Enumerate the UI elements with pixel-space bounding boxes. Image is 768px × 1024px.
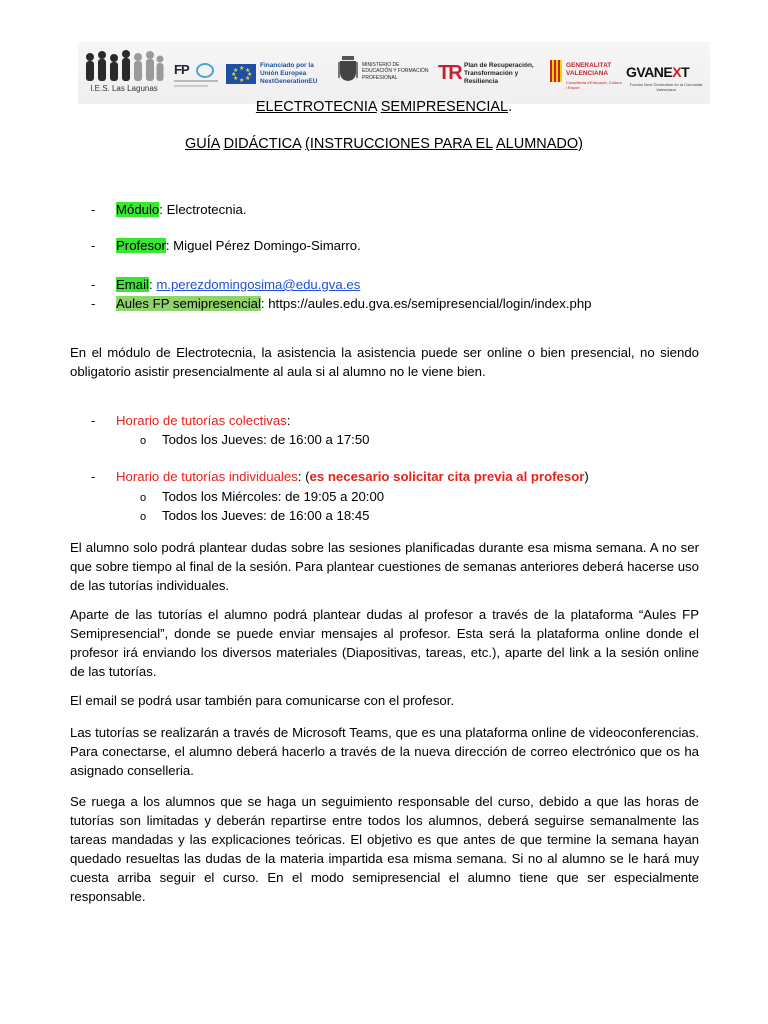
document-subtitle: GUÍA DIDÁCTICA (INSTRUCCIONES PARA EL ALUMNADO) xyxy=(184,136,584,152)
body-paragraph: Aparte de las tutorías el alumno podrá plantear dudas al profesor a través de la plataforma “Aules FP Semipresencial”, donde se puede enviar mensajes al profesor. Esta será la plataforma online donde el profesor irá enviando los diversos materiales (Diapositivas, tareas, etc.), aparte del link a la sesión online de las tutorías. xyxy=(70,607,699,679)
generalitat-logo xyxy=(550,42,624,104)
ies-logo xyxy=(78,42,170,104)
aules-line xyxy=(116,294,592,313)
aules-url: : https://aules.edu.gva.es/semipresencial/login/index.php xyxy=(260,296,592,311)
body-paragraph: Se ruega a los alumnos que se haga un seguimiento responsable del curso, debido a que las horas de tutorías son limitadas y deberán repartirse entre todos los alumnos, deberá seguirse semanalmente las tareas mandadas y las explicaciones teóricas. El objetivo es que antes de que termine la semana hayan quedado resueltas las dudas de la materia impartida esa misma semana. Si no al alumno se le hará muy cuesta arriba seguir el curso. En el modo semipresencial el alumno tiene que ser especialmente responsable. xyxy=(70,794,699,904)
logo-strip xyxy=(78,42,710,104)
ies-name: I.E.S. Las Lagunas xyxy=(90,84,158,93)
colectivas-item: Todos los Jueves: de 16:00 a 17:50 xyxy=(162,432,370,447)
prtr-mark: TR xyxy=(438,62,461,84)
individuales-item: Todos los Miércoles: de 19:05 a 20:00 xyxy=(162,489,385,504)
email-link[interactable]: m.perezdomingosima@edu.gva.es xyxy=(156,277,361,292)
gvanext-sub: Fondos Next Generation en la Comunitat Valenciana xyxy=(629,82,703,92)
gvanext-mark: GVANEXT xyxy=(626,64,690,80)
coat-of-arms-icon xyxy=(338,56,358,82)
bullet-dash: - xyxy=(91,413,96,428)
bullet-dash: - xyxy=(91,469,96,484)
bullet-dash: - xyxy=(91,277,96,292)
prtr-text: Plan de Recuperación, Transformación y Resiliencia xyxy=(464,62,534,85)
sub-bullet-icon: o xyxy=(140,492,147,504)
fp-valencia-logo xyxy=(174,42,220,104)
body-paragraph: Las tutorías se realizarán a través de Microsoft Teams, que es una plataforma online de videoconferencias. Para conectarse, el alumno deberá hacerlo a través de la nueva dirección de correo electrónico que os ha asignado conselleria. xyxy=(70,725,699,778)
email-label: Email xyxy=(116,277,149,292)
document-title: ELECTROTECNIA SEMIPRESENCIAL. xyxy=(255,99,513,115)
sub-bullet-icon: o xyxy=(140,435,147,447)
fp-caption-line xyxy=(174,80,218,82)
email-line: Email: m.perezdomingosima@edu.gva.es xyxy=(116,277,361,292)
bullet-dash: - xyxy=(91,238,96,253)
individuales-heading: Horario de tutorías individuales: (es necesario solicitar cita previa al profesor) xyxy=(116,469,589,484)
modulo-label: Módulo xyxy=(116,202,160,217)
ministerio-text: MINISTERIO DE EDUCACIÓN Y FORMACIÓN PROFESIONAL xyxy=(362,62,429,81)
fp-circle-icon xyxy=(196,63,214,78)
aules-label: Aules FP semipresencial xyxy=(116,296,261,311)
cita-previa-note: es necesario solicitar cita previa al profesor xyxy=(309,469,585,484)
bullet-dash: - xyxy=(91,202,96,217)
sub-bullet-icon: o xyxy=(140,511,147,523)
intro-paragraph: En el módulo de Electrotecnia, la asistencia la asistencia puede ser online o bien presencial, no siendo obligatorio asistir presencialmente al aula si al alumno no le viene bien. xyxy=(70,345,699,379)
gva-text: GENERALITAT VALENCIANA xyxy=(566,62,612,77)
students-silhouette-icon xyxy=(82,48,166,84)
body-paragraph: El email se podrá usar también para comunicarse con el profesor. xyxy=(70,693,455,708)
prtr-logo xyxy=(434,42,544,104)
profesor-label: Profesor xyxy=(116,238,166,253)
ministerio-logo xyxy=(336,42,430,104)
senyera-icon xyxy=(550,60,562,82)
profesor-line: Profesor: Miguel Pérez Domingo-Simarro. xyxy=(116,238,361,253)
colectivas-heading: Horario de tutorías colectivas: xyxy=(116,413,291,428)
eu-nextgen-logo xyxy=(226,42,324,104)
gvanext-logo xyxy=(626,42,710,104)
individuales-item: Todos los Jueves: de 16:00 a 18:45 xyxy=(162,508,370,523)
bullet-dash: - xyxy=(91,296,96,311)
modulo-line: Módulo: Electrotecnia. xyxy=(116,202,247,217)
fp-mark: FP xyxy=(174,62,189,77)
fp-caption-line xyxy=(174,85,208,87)
gva-sub: Conselleria d'Educació, Cultura i Esport xyxy=(566,80,622,90)
body-paragraph: El alumno solo podrá plantear dudas sobre las sesiones planificadas durante esa misma semana. A no ser que sobre tiempo al final de la sesión. Para plantear cuestiones de semanas anteriores deberá hacerse uso de las tutorías individuales. xyxy=(70,540,699,593)
eu-flag-icon: ★ ★ ★ ★ ★ ★ ★ ★ xyxy=(226,64,256,84)
eu-text: Financiado por la Unión Europea NextGenerationEU xyxy=(260,62,318,85)
